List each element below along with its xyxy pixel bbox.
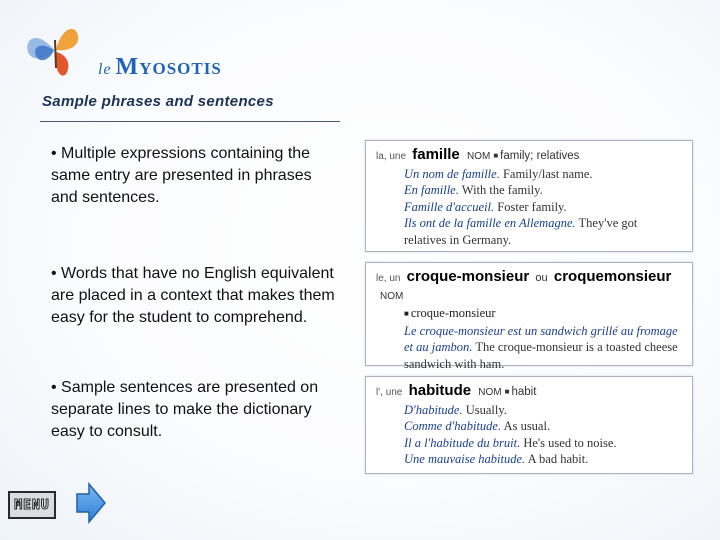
example-french: Famille d'accueil. [404, 199, 495, 214]
entry-article: l', une [376, 387, 403, 398]
example-english: As usual. [503, 419, 551, 433]
logo [18, 20, 238, 82]
example-line [376, 451, 682, 468]
example-english: With the family. [461, 183, 543, 197]
example-line [376, 182, 682, 199]
right-arrow-icon[interactable] [75, 482, 107, 524]
entry-gloss-line [376, 305, 682, 323]
bullet-text: • Multiple expressions containing the same entry are presented in phrases and sentences. [51, 145, 312, 206]
square-bullet-icon: ■ [404, 309, 409, 318]
example-english: Foster family. [497, 199, 567, 214]
entry-header [376, 383, 682, 402]
entry-header [376, 147, 682, 166]
butterfly-icon [18, 20, 88, 82]
example-english: Usually. [465, 402, 507, 417]
example-english: They've got relatives in Germany. [404, 216, 638, 247]
square-bullet-icon: ■ [504, 387, 510, 396]
entry-pos: NOM [478, 387, 502, 398]
entry-pos: NOM [380, 290, 404, 302]
example-line [376, 199, 682, 216]
entry-article: la, une [376, 151, 407, 162]
example-line [376, 418, 682, 435]
example-line [376, 435, 682, 452]
example-french: En famille. [404, 183, 459, 197]
entry-headword: famille [412, 146, 460, 163]
example-french: Un nom de famille. [404, 166, 500, 181]
entry-headword-variant: croquemonsieur [553, 268, 672, 285]
entry-gloss: habit [511, 386, 537, 398]
example-english: A bad habit. [527, 452, 589, 466]
entry-gloss: family; relatives [500, 150, 580, 162]
example-french: Ils ont de la famille en Allemagne. [404, 216, 576, 230]
dictionary-entry-card [365, 140, 693, 252]
entry-header [376, 269, 682, 305]
entry-headword: habitude [408, 382, 472, 399]
example-french: D'habitude. [404, 402, 463, 417]
example-line [376, 402, 682, 419]
dictionary-entry-card [365, 262, 693, 371]
bullet-text: • Sample sentences are presented on separate lines to make the dictionary easy to consult. [51, 379, 319, 440]
entry-gloss: croque-monsieur [410, 306, 496, 320]
menu-button[interactable]: MENU [8, 491, 56, 519]
example-english: The croque-monsieur is a toasted cheese sandwich with ham. [404, 340, 678, 371]
dictionary-entry-card [365, 376, 693, 474]
logo-le: le [98, 61, 112, 78]
divider [40, 121, 340, 122]
entry-headword: croque-monsieur [406, 268, 530, 285]
example-line [376, 323, 682, 373]
example-french: Il a l'habitude du bruit. [404, 435, 521, 450]
example-french: Une mauvaise habitude. [404, 452, 526, 466]
entry-article: le, un [376, 273, 401, 284]
example-french: Le croque-monsieur est un sandwich grillé au fromage et au jambon. [404, 323, 678, 354]
entry-pos: NOM [466, 151, 491, 162]
entry-or: ou [535, 272, 548, 284]
logo-brand: Myosotis [115, 54, 222, 80]
example-english: He's used to noise. [523, 435, 617, 450]
example-line [376, 166, 682, 183]
logo-wordmark [98, 54, 222, 81]
example-line [376, 215, 682, 248]
page-subtitle: Sample phrases and sentences [42, 93, 274, 110]
bullet-text: • Words that have no English equivalent are placed in a context that makes them easy for the student to comprehend. [51, 265, 335, 326]
square-bullet-icon: ■ [493, 151, 499, 160]
example-french: Comme d'habitude. [404, 419, 502, 433]
example-english: Family/last name. [502, 166, 593, 181]
